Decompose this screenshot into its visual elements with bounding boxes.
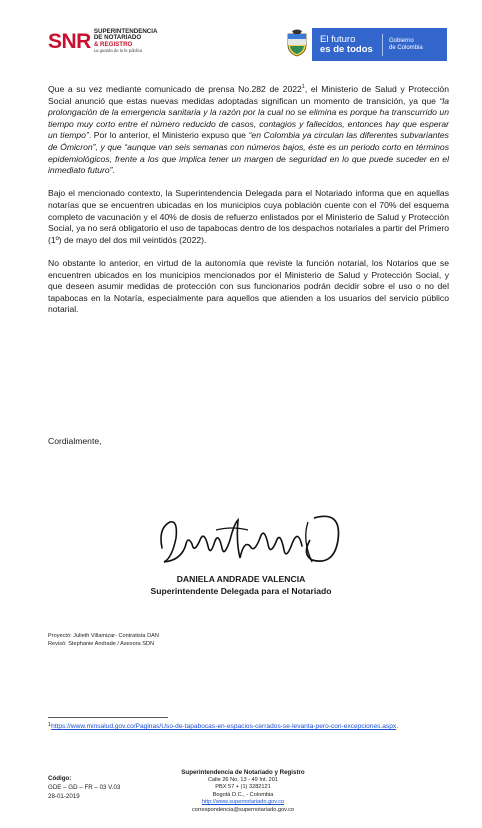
p1-quote-2: “en Colombia ya circulan las diferentes subvariantes de Ómicron”, y que “aunque van seis semanas con números bajos, éste es un periodo corto en términos epidemiológicos, frente a los que implica tener un margen de seguridad en lo que puede suceder en el inmediato futuro” [48,130,449,176]
signer-role: Superintendente Delegada para el Notariado [150,586,332,596]
code-value: GDE – GD – FR – 03 V.03 [48,784,121,791]
colombia-coat-of-arms-icon [286,29,308,57]
footer-city: Bogotá D.C., - Colombia [212,791,274,798]
gov-title [312,35,382,55]
letter-body [48,84,449,327]
p1-text-b: , el Ministerio de Salud y Protección Social anunció que estas nuevas medidas adoptadas significan un momento de transición, ya que [48,84,449,106]
snr-logo-line2: DE NOTARIADO [93,34,142,42]
snr-logo-line3: & REGISTRO [93,40,133,48]
paragraph-2: Bajo el mencionado contexto, la Superintendencia Delegada para el Notariado informa que en aquellas notarías que se encuentren ubicadas en los municipios cuya población cuente con el 70% del esquema completo de vacunación y el 40% de dosis de refuerzo enlistados por el Ministerio de Salud y Protección Social, ya no será obligatorio el uso de tapabocas dentro de los despachos notariales a partir del Primero (1º) de mayo del dos mil veintidós (2022). [48,188,449,245]
snr-logo [48,28,157,54]
reviewed-by: Revisó: Stephanie Andrade / Asesora SDN [48,641,155,647]
signer-name: DANIELA ANDRADE VALENCIA [176,574,306,584]
footer-org: Superintendencia de Notariado y Registro [181,769,305,776]
footnote-end: . [396,723,399,730]
gov-title-line2: es de todos [320,43,373,55]
signer-block [0,573,482,597]
paragraph-3: No obstante lo anterior, en virtud de la autonomía que reviste la función notarial, los Notarios que se encuentren ubicados en los municipios mencionados por el Ministerio de Salud y Protección Social, y que deseen asumir medidas de protección con sus funcionarios podrán decidir sobre el uso o no del tapabocas en la Notaría, especialmente para aquellos que atienden a los usuarios del servicio público notarial. [48,257,449,315]
snr-logo-tagline: La guarda de la fe pública [93,47,143,53]
footnote-ref: 1 [301,84,305,90]
handwritten-signature [152,500,352,574]
snr-mark: SNR [48,29,91,53]
gov-sub-line2: de Colombia [389,44,423,51]
footer-contact [148,769,338,815]
snr-logo-text [94,29,158,53]
p1-text-a: Que a su vez mediante comunicado de prensa No.282 de 2022 [48,84,302,94]
footer-email[interactable]: correspondencia@supernotariado.gov.co [192,806,294,813]
gov-sub-line1: Gobierno [389,37,414,44]
footnote [48,722,448,732]
footnote-marker: 1 [48,722,52,728]
projected-by: Proyectó: Julieth Villamizar- Contratista DAN [48,633,159,639]
footnote-separator [48,717,168,718]
gov-subtitle [383,38,423,52]
document-code [48,774,120,801]
letterhead [0,0,482,75]
code-date: 28-01-2019 [48,793,80,800]
closing-salutation: Cordialmente, [48,436,102,446]
p1-quote-1: “la prolongación de la emergencia sanitaria y la razón por la cual no se elimina es porque ha transcurrido un tiempo muy corto entre el número reducido de casos, contagios y fallecidos, entonces hay que esperar un tiempo” [48,95,449,141]
footer-website-link[interactable]: http://www.supernotariado.gov.co [201,799,285,806]
p1-end: . [112,165,115,176]
paragraph-1 [48,84,449,177]
footnote-link[interactable]: https://www.minsalud.gov.co/Paginas/Uso-de-tapabocas-en-espacios-cerrados-se-levanta-pero-con-excepciones.aspx [51,723,397,730]
gobierno-de-colombia-banner [312,28,447,61]
drafting-credits [48,632,159,648]
gov-title-line1: El futuro [320,33,356,45]
footer-phone: PBX 57 + (1) 3282121 [215,784,271,791]
code-label: Código: [48,775,72,782]
footer-address: Calle 26 No. 13 - 49 Int. 201 [208,776,278,783]
p1-text-c: . Por lo anterior, el Ministerio expuso que [88,130,249,141]
snr-logo-line1: SUPERINTENDENCIA [93,28,158,36]
